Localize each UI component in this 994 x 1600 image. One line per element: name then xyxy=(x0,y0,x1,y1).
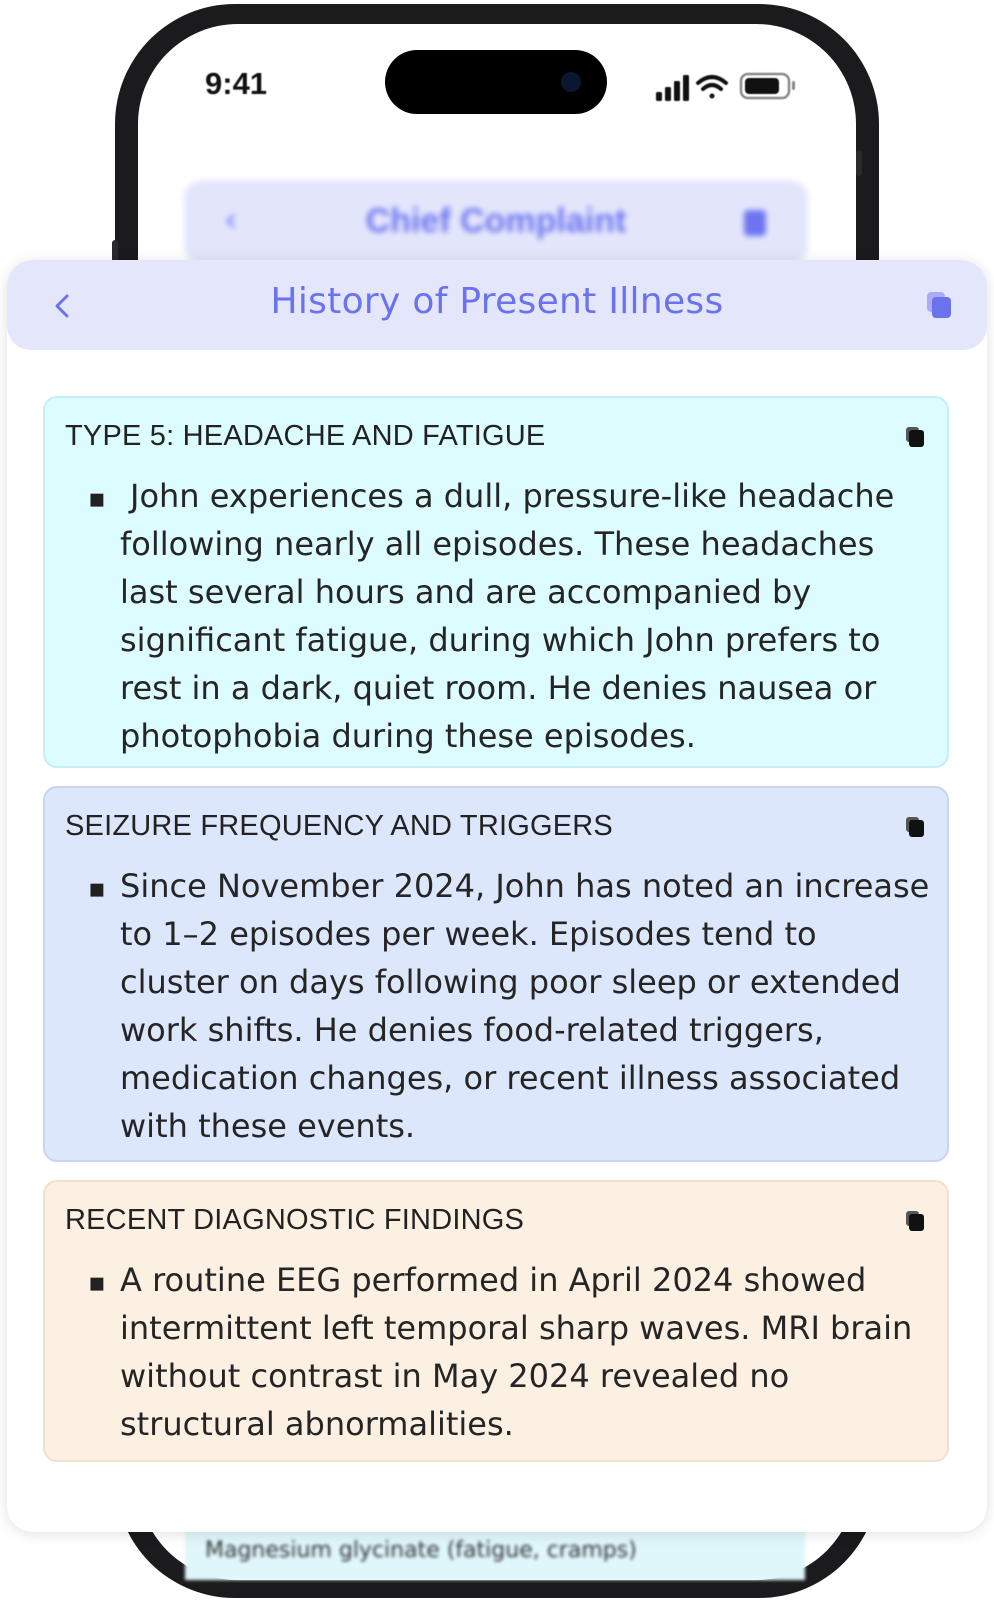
phone-side-button xyxy=(856,150,862,176)
copy-icon[interactable] xyxy=(905,426,925,448)
background-header xyxy=(184,180,808,264)
status-icons xyxy=(656,70,816,106)
section-text: Since November 2024, John has noted an increase to 1–2 episodes per week. Episodes tend to cluster on days following poor sleep or extended work shifts. He denies food-related triggers, medication changes, or recent illness associated with these events. xyxy=(120,867,930,1145)
status-time: 9:41 xyxy=(205,66,268,101)
chevron-left-icon: ‹ xyxy=(224,200,238,240)
copy-icon[interactable] xyxy=(905,1210,925,1232)
section-text: A routine EEG performed in April 2024 showed intermittent left temporal sharp waves. MRI brain without contrast in May 2024 revealed no structural abnormalities. xyxy=(120,1261,913,1443)
bullet-marker: ▪ xyxy=(88,874,106,904)
page-title: History of Present Illness xyxy=(270,281,724,322)
copy-icon[interactable] xyxy=(905,816,925,838)
section-diagnostic-findings xyxy=(43,1180,949,1462)
section-title: SEIZURE FREQUENCY AND TRIGGERS xyxy=(65,810,613,842)
battery-icon xyxy=(741,74,795,98)
section-text: John experiences a dull, pressure-like headache following nearly all episodes. These headaches last several hours and are accompanied by significant fatigue, during which John prefers to rest in a dark, quiet room. He denies nausea or photophobia during these episodes. xyxy=(120,477,895,755)
section-seizure-frequency xyxy=(43,786,949,1162)
signal-icon xyxy=(656,75,689,101)
background-header-title: Chief Complaint xyxy=(365,202,627,240)
bullet-marker: ▪ xyxy=(88,1268,106,1298)
bullet-marker: ▪ xyxy=(88,484,106,514)
hpi-card xyxy=(7,260,987,1532)
section-headache-fatigue xyxy=(43,396,949,768)
page-header xyxy=(7,260,987,350)
background-list-item-text: Magnesium glycinate (fatigue, cramps) xyxy=(205,1538,637,1563)
copy-icon xyxy=(744,210,766,236)
dynamic-island xyxy=(385,50,607,114)
copy-icon[interactable] xyxy=(925,290,953,320)
wifi-icon xyxy=(698,77,726,99)
section-title: RECENT DIAGNOSTIC FINDINGS xyxy=(65,1204,525,1236)
section-title: TYPE 5: HEADACHE AND FATIGUE xyxy=(65,420,546,452)
